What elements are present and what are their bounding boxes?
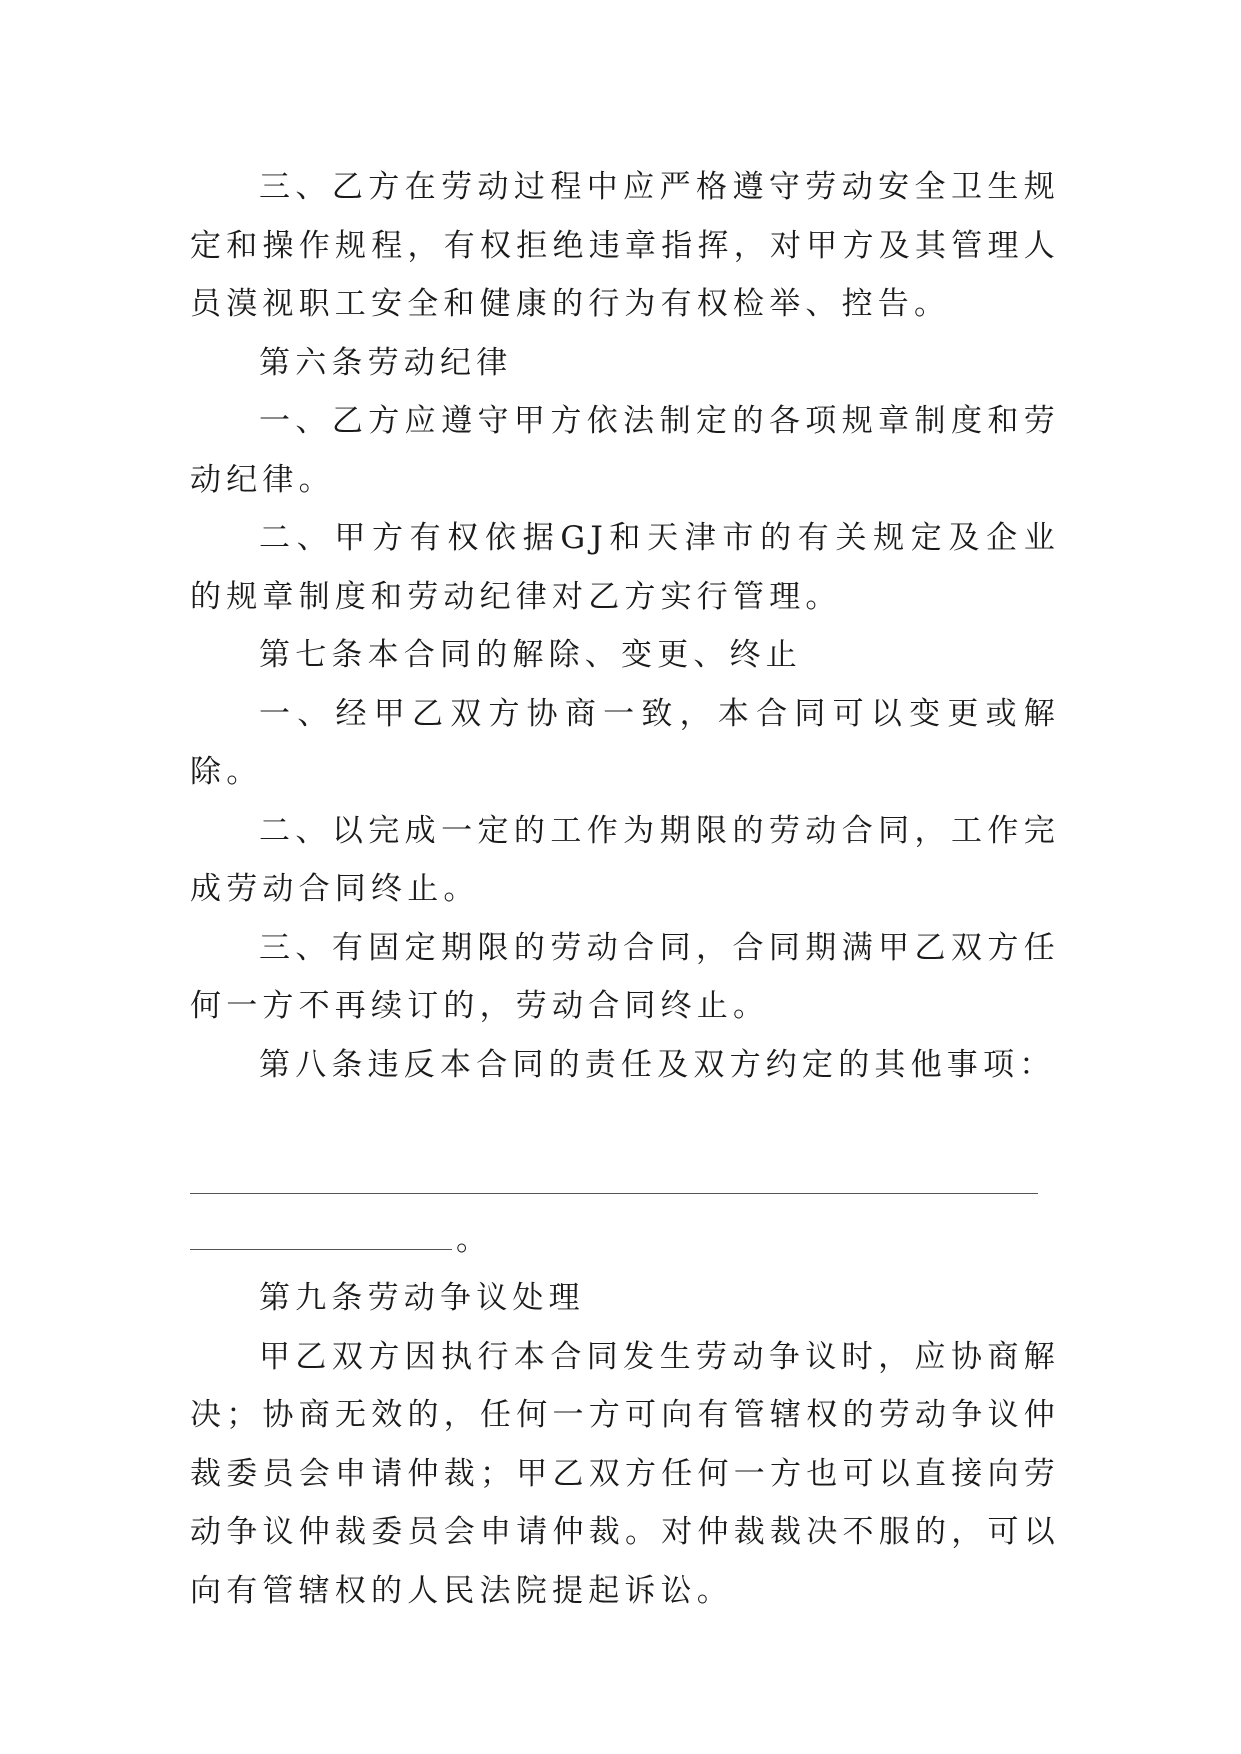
fill-in-blank-area: [190, 1094, 1060, 1269]
fill-in-line-long: [190, 1193, 1038, 1194]
paragraph-7-3: 三、有固定期限的劳动合同，合同期满甲乙双方任何一方不再续订的，劳动合同终止。: [190, 929, 1060, 1024]
paragraph-7-2: 二、以完成一定的工作为期限的劳动合同，工作完成劳动合同终止。: [190, 812, 1060, 907]
heading-article-7: 第七条本合同的解除、变更、终止: [259, 637, 802, 673]
paragraph-9: 甲乙双方因执行本合同发生劳动争议时，应协商解决；协商无效的，任何一方可向有管辖权的劳动争议仲裁委员会申请仲裁；甲乙双方任何一方也可以直接向劳动争议仲裁委员会申请仲裁。对仲裁裁决不服的，可以向有管辖权的人民法院提起诉讼。: [190, 1338, 1060, 1609]
fill-in-line-short-row: [190, 1220, 492, 1260]
heading-article-9: 第九条劳动争议处理: [259, 1280, 585, 1316]
heading-article-8: 第八条违反本合同的责任及双方约定的其他事项：: [259, 1046, 1056, 1083]
document-body: [190, 158, 1060, 1620]
paragraph-6-1: 一、乙方应遵守甲方依法制定的各项规章制度和劳动纪律。: [190, 403, 1060, 498]
blank-terminator: 。: [456, 1222, 493, 1258]
paragraph-safety-rights: 三、乙方在劳动过程中应严格遵守劳动安全卫生规定和操作规程，有权拒绝违章指挥，对甲方及其管理人员漠视职工安全和健康的行为有权检举、控告。: [190, 169, 1060, 322]
paragraph-7-1: 一、经甲乙双方协商一致，本合同可以变更或解除。: [190, 695, 1060, 790]
heading-article-6: 第六条劳动纪律: [259, 344, 513, 381]
paragraph-6-2: 二、甲方有权依据GJ和天津市的有关规定及企业的规章制度和劳动纪律对乙方实行管理。: [190, 520, 1060, 615]
fill-in-line-short: [190, 1249, 452, 1250]
